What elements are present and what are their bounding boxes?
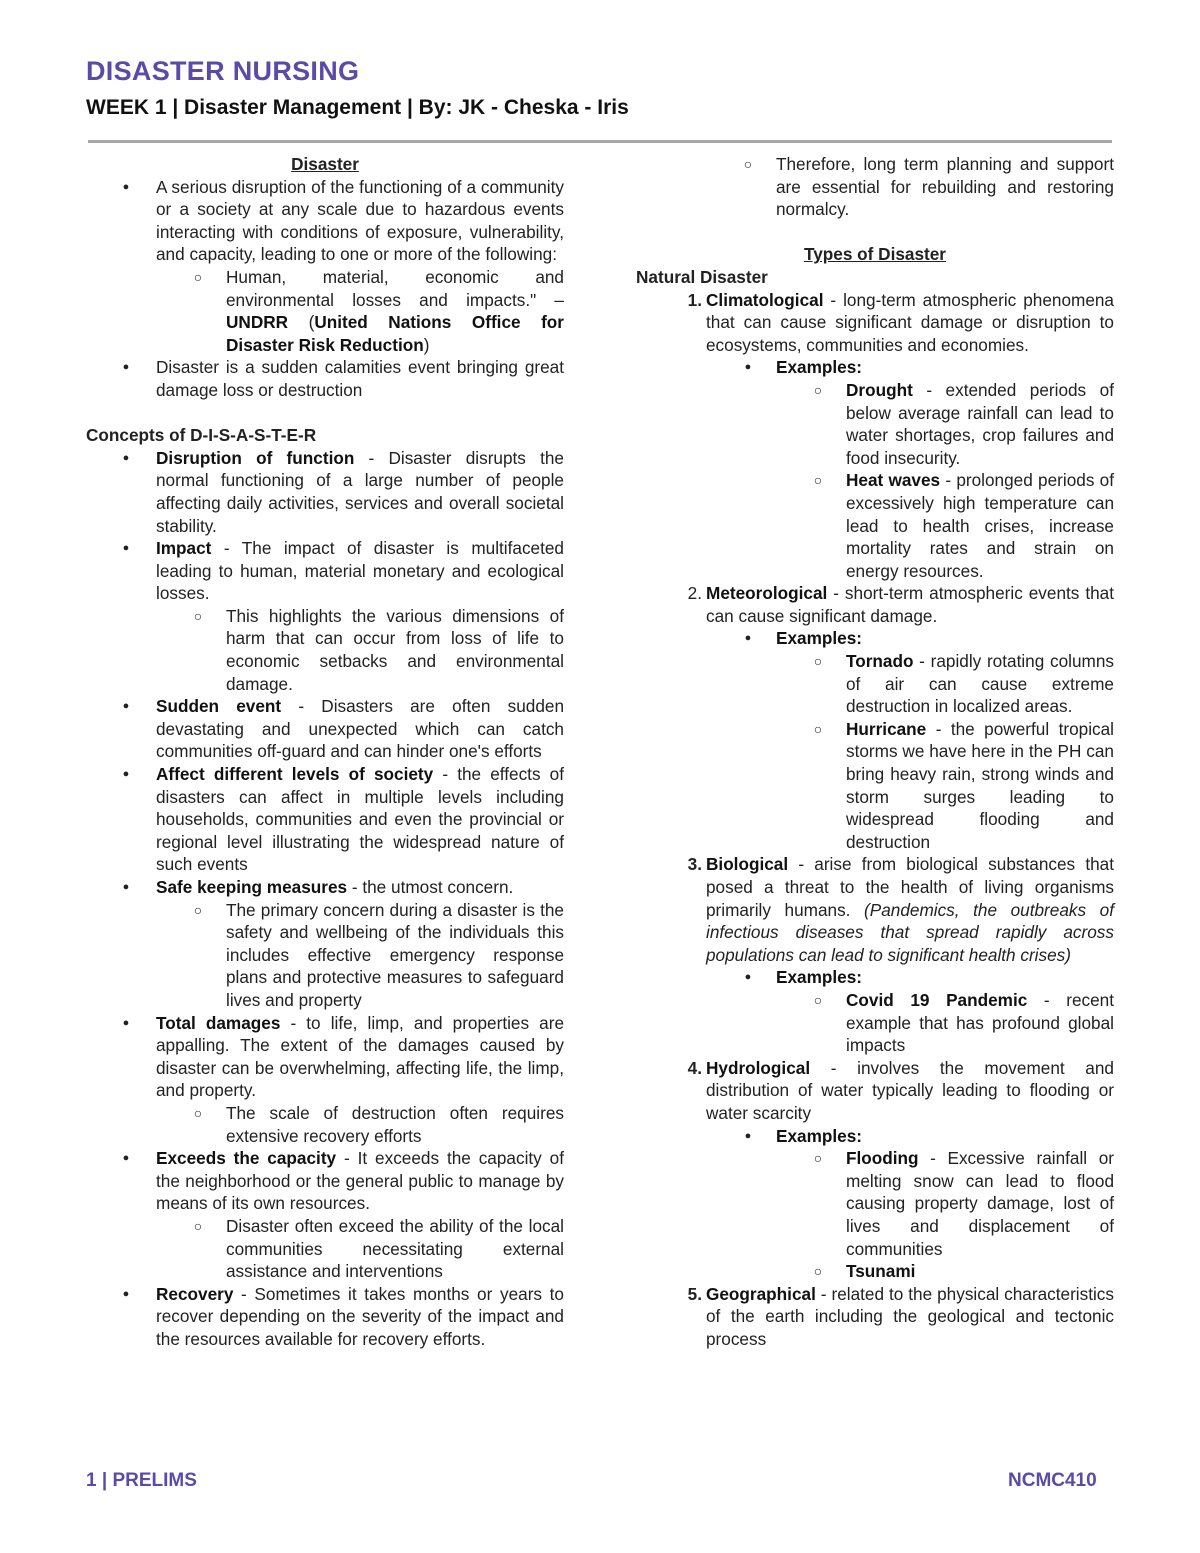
- concept-text: - The impact of disaster is multifaceted leading to human, material monetary and ecological losses.: [156, 538, 564, 604]
- circle-bullet-icon: ○: [193, 1217, 203, 1234]
- disaster-type-item: [636, 582, 1114, 627]
- definition-text: Disaster is a sudden calamities event bringing great damage loss or destruction: [156, 357, 564, 400]
- left-column: [86, 153, 564, 1350]
- examples-label: Examples:: [776, 357, 862, 378]
- disaster-type-item: [636, 289, 1114, 357]
- circle-bullet-icon: ○: [193, 1104, 203, 1121]
- continued-sub-text: Therefore, long term planning and support are essential for rebuilding and restoring normalcy.: [776, 154, 1114, 220]
- type-text: - involves the movement and distribution of water typically leading to flooding or water scarcity: [706, 1057, 1114, 1123]
- continued-sub-item: [636, 153, 1114, 221]
- concept-item: [86, 537, 564, 605]
- type-term: Hydrological: [706, 1057, 811, 1078]
- list-number: 3.: [687, 854, 702, 875]
- example-text: - prolonged periods of excessively high temperature can lead to health crises, increase mortality rates and strain on energy resources.: [846, 470, 1114, 581]
- circle-bullet-icon: ○: [193, 901, 203, 918]
- definition-bullet: [86, 356, 564, 401]
- example-item: [636, 989, 1114, 1057]
- concept-sub-text: The scale of destruction often requires extensive recovery efforts: [226, 1102, 564, 1146]
- concept-sub-text: This highlights the various dimensions of harm that can occur from loss of life to economic setbacks and environmental damage.: [226, 605, 564, 694]
- concept-sub-text: Disaster often exceed the ability of the local communities necessitating external assistance and interventions: [226, 1215, 564, 1282]
- undrr-full-name: United Nations Office for Disaster Risk Reduction: [226, 312, 564, 355]
- concept-term: Affect different levels of society: [156, 764, 434, 785]
- type-italic-note: (Pandemics, the outbreaks of infectious diseases that spread rapidly across populations can lead to significant health crises): [706, 899, 1115, 965]
- concept-item: [86, 447, 564, 537]
- concept-text: - the effects of disasters can affect in multiple levels including households, communities and even the provincial or regional level illustrating the widespread nature of such events: [156, 764, 565, 875]
- example-text: - Excessive rainfall or melting snow can lead to flood causing property damage, lost of lives and displacement of communities: [846, 1148, 1114, 1259]
- concept-item: [86, 763, 564, 876]
- circle-bullet-icon: ○: [813, 1263, 823, 1280]
- concept-sub-item: [86, 605, 564, 695]
- example-term: Hurricane: [846, 718, 927, 739]
- example-text: - recent example that has profound global impacts: [846, 989, 1114, 1056]
- types-heading: Types of Disaster: [803, 244, 946, 265]
- concept-sub-text: The primary concern during a disaster is the safety and wellbeing of the individuals this includes effective emergency response plans and protective measures to safeguard lives and property: [226, 899, 564, 1010]
- paren-close: ): [423, 334, 430, 355]
- list-number: 1.: [687, 289, 702, 310]
- concept-term: Disruption of function: [156, 447, 355, 468]
- concepts-heading: Concepts of D-I-S-A-S-T-E-R: [86, 425, 317, 446]
- circle-bullet-icon: ○: [813, 991, 823, 1008]
- natural-disaster-heading: Natural Disaster: [636, 266, 768, 287]
- disaster-type-item: [636, 1057, 1114, 1125]
- example-text: - the powerful tropical storms we have here in the PH can bring heavy rain, strong winds and storm surges leading to widespread flooding and destruction: [846, 718, 1114, 852]
- bullet-icon: ●: [122, 881, 130, 893]
- example-item: [636, 650, 1114, 718]
- concept-text: - Sometimes it takes months or years to recover depending on the severity of the impact and the resources available for recovery efforts.: [156, 1283, 564, 1349]
- bullet-icon: ●: [122, 1016, 130, 1029]
- example-item: [636, 1260, 1114, 1283]
- example-term: Flooding: [846, 1148, 919, 1169]
- type-text: - long-term atmospheric phenomena that can cause significant damage or disruption to ecosystems, communities and economies.: [706, 289, 1114, 355]
- circle-bullet-icon: ○: [813, 653, 823, 670]
- examples-label-item: [636, 1125, 1114, 1148]
- examples-label: Examples:: [776, 1125, 862, 1146]
- circle-bullet-icon: ○: [193, 607, 203, 624]
- example-text: - extended periods of below average rainfall can lead to water shortages, crop failures and food insecurity.: [846, 379, 1114, 468]
- paren-open: (: [288, 312, 315, 333]
- concept-sub-item: [86, 1215, 564, 1283]
- example-term: Covid 19 Pandemic: [846, 989, 1028, 1010]
- type-text: - related to the physical characteristics of the earth including the geological and tectonic process: [706, 1283, 1114, 1349]
- example-item: [636, 718, 1114, 854]
- concept-item: [86, 876, 564, 899]
- disaster-heading: Disaster: [291, 154, 359, 174]
- concept-term: Impact: [156, 538, 212, 559]
- bullet-icon: ●: [122, 1287, 130, 1300]
- right-column: [636, 153, 1114, 1350]
- bullet-icon: ●: [122, 700, 130, 713]
- examples-label-item: [636, 627, 1114, 650]
- examples-label: Examples:: [776, 967, 862, 988]
- circle-bullet-icon: ○: [813, 720, 823, 737]
- concept-term: Sudden event: [156, 696, 282, 717]
- type-term: Geographical: [706, 1283, 816, 1304]
- definition-bullet: [86, 176, 564, 266]
- examples-label: Examples:: [776, 628, 862, 649]
- concept-item: [86, 695, 564, 763]
- type-text: - short-term atmospheric events that can cause significant damage.: [706, 583, 1114, 626]
- bullet-icon: ●: [122, 1152, 130, 1165]
- example-text: - rapidly rotating columns of air can cause extreme destruction in localized areas.: [846, 651, 1114, 717]
- concept-text: - Disasters are often sudden devastating and unexpected which can catch communities off-guard and can hinder one's efforts: [156, 696, 564, 762]
- example-term: Drought: [846, 379, 913, 400]
- type-text: - arise from biological substances that posed a threat to the health of living organisms primarily humans.: [706, 854, 1114, 920]
- concept-item: [86, 1147, 564, 1215]
- example-item: [636, 379, 1114, 469]
- examples-label-item: [636, 966, 1114, 989]
- list-number: 4.: [687, 1057, 702, 1078]
- disaster-type-item: [636, 853, 1114, 966]
- bullet-icon: ●: [122, 451, 130, 464]
- list-number: 5.: [687, 1283, 702, 1304]
- bullet-icon: ●: [744, 1129, 752, 1142]
- concept-item: [86, 1283, 564, 1351]
- bullet-icon: ●: [122, 768, 130, 781]
- example-term: Tornado: [846, 651, 914, 672]
- bullet-icon: ●: [744, 361, 752, 374]
- bullet-icon: ●: [122, 361, 130, 374]
- definition-text: A serious disruption of the functioning of a community or a society at any scale due to hazardous events interacting with conditions of exposure, vulnerability, and capacity, leading to one or more of the following:: [156, 176, 564, 265]
- concept-item: [86, 1012, 564, 1102]
- document-subtitle: WEEK 1 | Disaster Management | By: JK - Cheska - Iris: [86, 96, 629, 119]
- concept-text: - Disaster disrupts the normal functioning of a large number of people affecting daily activities, services and overall societal stability.: [156, 447, 564, 536]
- example-item: [636, 469, 1114, 582]
- bullet-icon: ●: [744, 971, 752, 984]
- concept-text: - It exceeds the capacity of the neighborhood or the general public to manage by means of its own resources.: [156, 1148, 564, 1214]
- circle-bullet-icon: ○: [813, 381, 823, 398]
- bullet-icon: ●: [122, 180, 130, 193]
- footer-page-label: 1 | PRELIMS: [86, 1470, 197, 1491]
- example-item: [636, 1147, 1114, 1260]
- concept-term: Exceeds the capacity: [156, 1148, 337, 1169]
- circle-bullet-icon: ○: [813, 1150, 823, 1167]
- circle-bullet-icon: ○: [743, 156, 753, 172]
- circle-bullet-icon: ○: [193, 268, 203, 285]
- type-term: Meteorological: [706, 583, 828, 604]
- type-term: Biological: [706, 854, 789, 875]
- header-divider: [88, 140, 1112, 143]
- concept-term: Safe keeping measures: [156, 877, 348, 897]
- bullet-icon: ●: [744, 632, 752, 645]
- concept-sub-item: [86, 899, 564, 1012]
- concept-term: Total damages: [156, 1012, 281, 1033]
- bullet-icon: ●: [122, 542, 130, 555]
- footer-course-code: NCMC410: [1008, 1470, 1097, 1491]
- type-term: Climatological: [706, 289, 824, 310]
- circle-bullet-icon: ○: [813, 472, 823, 489]
- concept-text: - to life, limp, and properties are appalling. The extent of the damages caused by disaster can be overwhelming, affecting life, the limp, and property.: [156, 1012, 565, 1101]
- concept-text: - the utmost concern.: [347, 877, 514, 897]
- concept-sub-item: [86, 1102, 564, 1147]
- example-term: Tsunami: [846, 1261, 916, 1282]
- example-term: Heat waves: [846, 470, 941, 491]
- document-title: DISASTER NURSING: [86, 56, 360, 86]
- definition-sub-text: Human, material, economic and environmental losses and impacts." –: [226, 266, 564, 310]
- disaster-type-item: [636, 1283, 1114, 1351]
- examples-label-item: [636, 356, 1114, 379]
- list-number: 2.: [687, 583, 702, 604]
- undrr-abbrev: UNDRR: [226, 312, 289, 333]
- concept-term: Recovery: [156, 1283, 234, 1304]
- definition-sub-bullet: [86, 266, 564, 356]
